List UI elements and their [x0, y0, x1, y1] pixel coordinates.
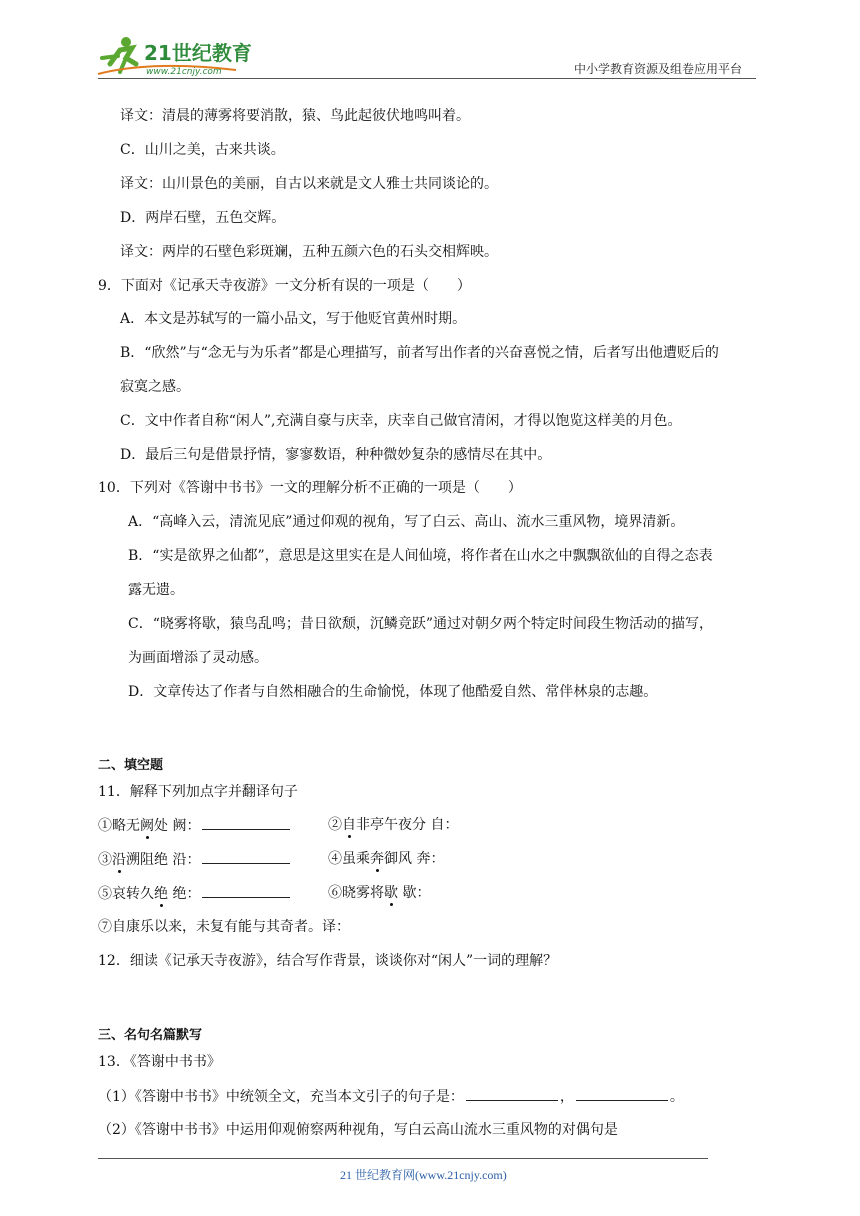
question-12: 12．细读《记承天寺夜游》，结合写作背景，谈谈你对“闲人”一词的理解？: [98, 953, 558, 969]
q9-option-a: A．本文是苏轼写的一篇小品文，写于他贬官黄州时期。: [120, 311, 467, 327]
question-10: 10．下列对《答谢中书书》一文的理解分析不正确的一项是（ ）: [98, 480, 522, 496]
q11-item-4: ④虽乘奔御风 奔：: [328, 851, 445, 867]
q13-part-1: （1）《答谢中书书》中统领全文，充当本文引子的句子是： ， 。: [98, 1086, 684, 1107]
question-13: 13．《答谢中书书》: [98, 1054, 221, 1070]
q10-option-a: A．“高峰入云，清流见底”通过仰观的视角，写了白云、高山、流水三重风物，境界清新。: [128, 514, 685, 530]
header-divider: [98, 78, 756, 79]
answer-blank[interactable]: [576, 1086, 668, 1101]
platform-title: 中小学教育资源及组卷应用平台: [574, 62, 743, 76]
q11-item-1: ①略无阙处 阙：: [98, 815, 292, 836]
section-3-title: 三、名句名篇默写: [98, 1028, 203, 1043]
answer-blank[interactable]: [466, 1086, 558, 1101]
q11-item-2: ②自非亭午夜分 自：: [328, 817, 459, 833]
option-c: C．山川之美，古来共谈。: [120, 142, 285, 158]
q10-option-b: B．“实是欲界之仙都”，意思是这里实在是人间仙境，将作者在山水之中飘飘欲仙的自得之态表: [128, 548, 713, 564]
answer-blank[interactable]: [202, 815, 290, 830]
q11-item-6: ⑥晓雾将歇 歇：: [328, 885, 431, 901]
site-logo: [96, 34, 266, 80]
answer-blank[interactable]: [202, 849, 290, 864]
q10-option-d: D．文章传达了作者与自然相融合的生命愉悦，体现了他酷爱自然、常伴林泉的志趣。: [128, 684, 658, 700]
question-9: 9．下面对《记承天寺夜游》一文分析有误的一项是（ ）: [98, 278, 471, 294]
q10-option-c-cont: 为画面增添了灵动感。: [128, 650, 268, 666]
q11-item-5: ⑤哀转久绝 绝：: [98, 883, 292, 904]
translation-c: 译文：山川景色的美丽，自古以来就是文人雅士共同谈论的。: [120, 176, 498, 192]
q9-option-b-cont: 寂寞之感。: [120, 379, 190, 395]
q9-option-d: D．最后三句是借景抒情，寥寥数语，种种微妙复杂的感情尽在其中。: [120, 447, 552, 463]
q11-item-7: ⑦自康乐以来，未复有能与其奇者。译：: [98, 919, 350, 935]
option-d: D．两岸石壁，五色交辉。: [120, 210, 286, 226]
q11-item-3: ③沿溯阻绝 沿：: [98, 849, 292, 870]
footer-divider: [98, 1158, 708, 1159]
question-11: 11．解释下列加点字并翻译句子: [98, 784, 298, 800]
translation-d: 译文：两岸的石壁色彩斑斓，五种五颜六色的石头交相辉映。: [120, 244, 498, 260]
q10-option-c: C．“晓雾将歇，猿鸟乱鸣；昔日欲颓，沉鳞竞跃”通过对朝夕两个特定时间段生物活动的描写，: [128, 616, 714, 632]
q13-part-2: （2）《答谢中书书》中运用仰观俯察两种视角，写白云高山流水三重风物的对偶句是: [98, 1122, 618, 1138]
section-2-title: 二、填空题: [98, 758, 164, 773]
answer-blank[interactable]: [202, 883, 290, 898]
q9-option-c: C．文中作者自称“闲人”,充满自豪与庆幸，庆幸自己做官清闲，才得以饱览这样美的月色。: [120, 413, 682, 429]
translation-b: 译文：清晨的薄雾将要消散，猿、鸟此起彼伏地鸣叫着。: [120, 108, 470, 124]
q10-option-b-cont: 露无遗。: [128, 582, 184, 598]
footer-text: 21 世纪教育网(www.21cnjy.com): [340, 1168, 507, 1182]
q9-option-b: B．“欣然”与“念无与为乐者”都是心理描写，前者写出作者的兴奋喜悦之情，后者写出他遭贬后的: [120, 345, 719, 361]
svg-text:www.21cnjy.com: www.21cnjy.com: [146, 67, 222, 77]
svg-text:21世纪教育: 21世纪教育: [144, 41, 252, 65]
